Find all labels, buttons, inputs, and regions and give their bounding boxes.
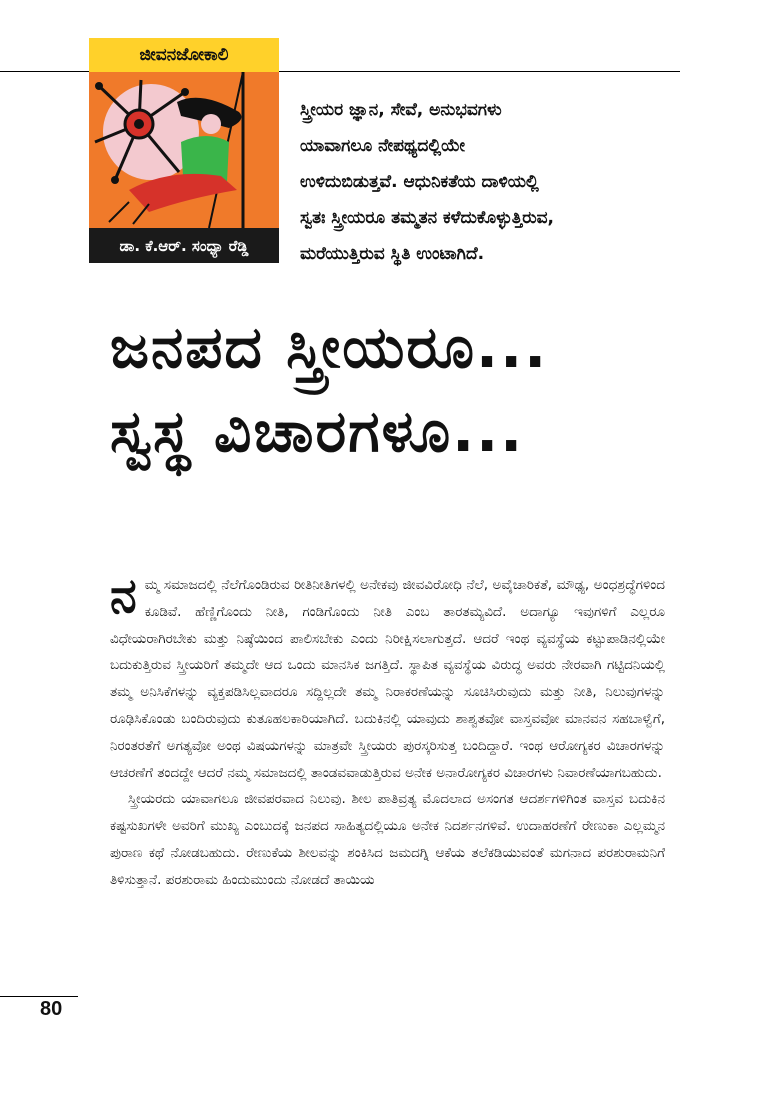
column-header-box (89, 38, 279, 263)
page-number: 80 (40, 998, 63, 1020)
intro-line: ಮರೆಯುತ್ತಿರುವ ಸ್ಥಿತಿ ಉಂಟಾಗಿದೆ. (300, 244, 485, 264)
headline-line-2: ಸ್ವಸ್ಥ ವಿಚಾರಗಳೂ... (110, 397, 525, 465)
intro-line: ಸ್ತ್ರೀಯರ ಜ್ಞಾನ, ಸೇವೆ, ಅನುಭವಗಳು (300, 100, 502, 120)
intro-blurb (300, 92, 665, 272)
headline-line-1: ಜನಪದ ಸ್ತ್ರೀಯರೂ... (110, 313, 549, 381)
body-paragraph-2: ಸ್ತ್ರೀಯರದು ಯಾವಾಗಲೂ ಜೀವಪರವಾದ ನಿಲುವು. ಶೀಲ ಪಾತಿವ್ರತ್ಯ ಮೊದಲಾದ ಅಸಂಗತ ಆದರ್ಶಗಳಿಗಿಂತ ವಾಸ್ತವ ಬದುಕಿನ ಕಷ್ಟಸುಖಗಳೇ ಅವರಿಗೆ ಮುಖ್ಯ ಎಂಬುದಕ್ಕೆ ಜನಪದ ಸಾಹಿತ್ಯದಲ್ಲಿಯೂ ಅನೇಕ ನಿದರ್ಶನಗಳಿವೆ. ಉದಾಹರಣೆಗೆ ರೇಣುಕಾ ಎಲ್ಲಮ್ಮನ ಪುರಾಣ ಕಥೆ ನೋಡಬಹುದು. ರೇಣುಕೆಯ ಶೀಲವನ್ನು ಶಂಕಿಸಿದ ಜಮದಗ್ನಿ ಆಕೆಯ ತಲೆಕಡಿಯುವಂತೆ ಮಗನಾದ ಪರಶುರಾಮನಿಗೆ ತಿಳಿಸುತ್ತಾನೆ. ಪರಶುರಾಮ ಹಿಂದುಮುಂದು ನೋಡದೆ ತಾಯಿಯ (110, 791, 665, 888)
intro-line: ಸ್ವತಃ ಸ್ತ್ರೀಯರೂ ತಮ್ಮತನ ಕಳೆದುಕೊಳ್ಳುತ್ತಿರುವ, (300, 208, 555, 228)
article-body (110, 568, 665, 894)
intro-line: ಯಾವಾಗಲೂ ನೇಪಥ್ಯದಲ್ಲಿಯೇ (300, 136, 465, 156)
intro-line: ಉಳಿದುಬಿಡುತ್ತವೆ. ಆಧುನಿಕತೆಯ ದಾಳಿಯಲ್ಲಿ (300, 172, 539, 192)
body-paragraph-1 (110, 568, 665, 786)
column-title: ಜೀವನಜೋಕಾಲಿ (89, 38, 279, 72)
article-headline (110, 305, 730, 473)
body-paragraph-1-text: ಮ್ಮ ಸಮಾಜದಲ್ಲಿ ನೆಲೆಗೊಂಡಿರುವ ರೀತಿನೀತಿಗಳಲ್ಲಿ ಅನೇಕವು ಜೀವವಿರೋಧಿ ನೆಲೆ, ಅವೈಚಾರಿಕತೆ, ಮೌಢ್ಯ, ಅಂಧಶ್ರದ್ಧೆಗಳಿಂದ ಕೂಡಿವೆ. ಹೆಣ್ಣಿಗೊಂದು ನೀತಿ, ಗಂಡಿಗೊಂದು ನೀತಿ ಎಂಬ ತಾರತಮ್ಯವಿದೆ. ಅದಾಗ್ಯೂ ಇವುಗಳಿಗೆ ಎಲ್ಲರೂ ವಿಧೇಯರಾಗಿರಬೇಕು ಮತ್ತು ನಿಷ್ಠೆಯಿಂದ ಪಾಲಿಸಬೇಕು ಎಂದು ನಿರೀಕ್ಷಿಸಲಾಗುತ್ತದೆ. ಆದರೆ ಇಂಥ ವ್ಯವಸ್ಥೆಯ ಕಟ್ಟುಪಾಡಿನಲ್ಲಿಯೇ ಬದುಕುತ್ತಿರುವ ಸ್ತ್ರೀಯರಿಗೆ ತಮ್ಮದೇ ಆದ ಒಂದು ಮಾನಸಿಕ ಜಗತ್ತಿದೆ. ಸ್ಥಾಪಿತ ವ್ಯವಸ್ಥೆಯ ವಿರುದ್ಧ ಅವರು ನೇರವಾಗಿ ಗಟ್ಟಿದನಿಯಲ್ಲಿ ತಮ್ಮ ಅನಿಸಿಕೆಗಳನ್ನು ವ್ಯಕ್ತಪಡಿಸಿಲ್ಲವಾದರೂ ಸದ್ದಿಲ್ಲದೇ ತಮ್ಮ ನಿರಾಕರಣೆಯನ್ನು ಸೂಚಿಸಿರುವುದು ಮತ್ತು ನೀತಿ, ನಿಲುವುಗಳನ್ನು ರೂಢಿಸಿಕೊಂಡು ಬಂದಿರುವುದು ಕುತೂಹಲಕಾರಿಯಾಗಿದೆ. ಬದುಕಿನಲ್ಲಿ ಯಾವುದು ಶಾಶ್ವತವೋ ವಾಸ್ತವವೋ ಮಾನವನ ಸಹಬಾಳ್ವೆಗೆ, ನಿರಂತರತೆಗೆ ಅಗತ್ಯವೋ ಅಂಥ ವಿಷಯಗಳನ್ನು ಮಾತ್ರವೇ ಸ್ತ್ರೀಯರು ಪುರಸ್ಕರಿಸುತ್ತ ಬಂದಿದ್ದಾರೆ. ಇಂಥ ಆರೋಗ್ಯಕರ ವಿಚಾರಗಳನ್ನು ಆಚರಣೆಗೆ ತಂದದ್ದೇ ಆದರೆ ನಮ್ಮ ಸಮಾಜದಲ್ಲಿ ತಾಂಡವವಾಡುತ್ತಿರುವ ಅನೇಕ ಅನಾರೋಗ್ಯಕರ ವಿಚಾರಗಳು ನಿವಾರಣೆಯಾಗಬಹುದು. (110, 577, 665, 781)
author-name: ಡಾ. ಕೆ.ಆರ್. ಸಂಧ್ಯಾ ರೆಡ್ಡಿ (89, 228, 279, 263)
drop-cap: ನ (110, 568, 137, 624)
swing-illustration (89, 72, 279, 228)
page-number-rule (0, 996, 78, 997)
